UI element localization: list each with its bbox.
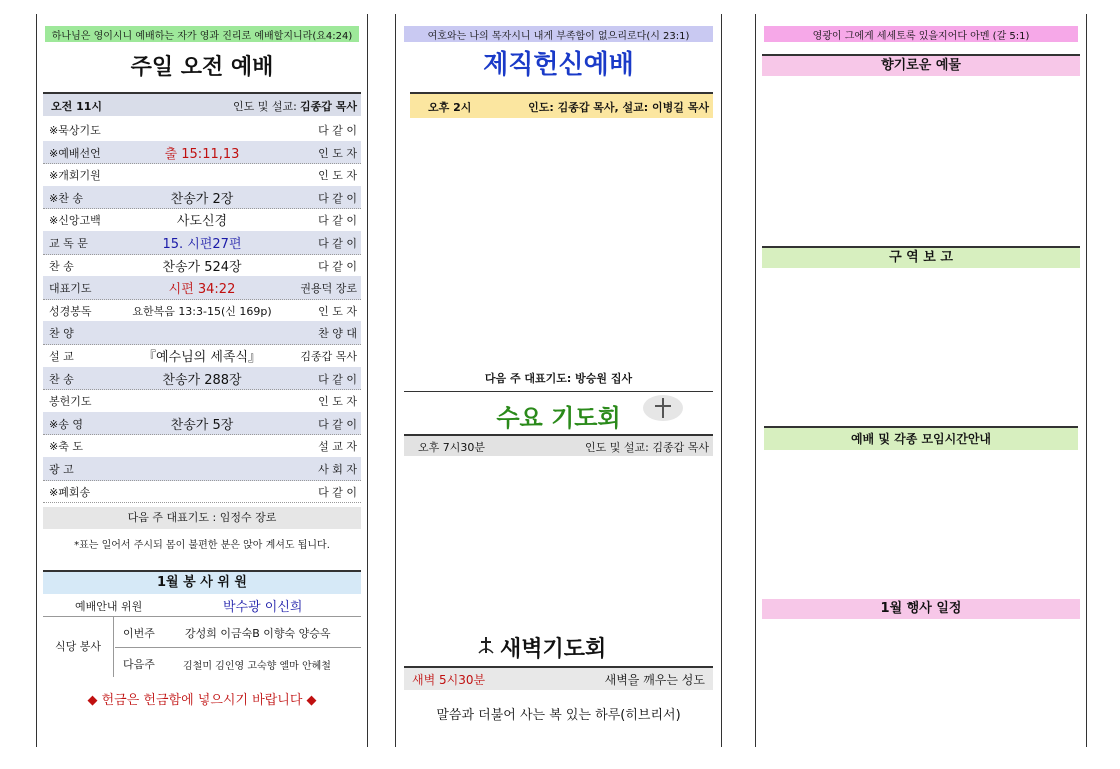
order-item-role: 다 같 이 [318, 372, 357, 386]
order-item-content: 사도신경 [176, 214, 228, 230]
serve-title: 1월 봉 사 위 원 [43, 570, 361, 594]
order-item-content: 찬송가 288장 [162, 372, 242, 388]
order-item-role: 인 도 자 [318, 395, 357, 409]
order-item-role: 권용덕 장로 [300, 282, 357, 296]
order-item-content: 찬송가 2장 [170, 191, 234, 207]
order-row [43, 186, 361, 210]
order-item-label: 찬 양 [49, 327, 74, 341]
order-item-label: ※예배선언 [49, 146, 101, 160]
order-row [43, 480, 361, 504]
column-announcements [755, 14, 1087, 747]
order-item-content: 15. 시편27편 [162, 237, 242, 252]
dawn-time: 새벽 5시30분 [412, 673, 486, 687]
order-row [43, 231, 361, 255]
order-item-role: 찬 양 대 [318, 327, 357, 341]
order-row [43, 276, 361, 300]
verse-banner: 영광이 그에게 세세토록 있을지어다 아멘 (갈 5:1) [764, 26, 1078, 42]
cross-icon [476, 635, 496, 655]
order-row [43, 457, 361, 481]
order-item-label: 설 교 [49, 350, 74, 363]
order-item-label: ※송 영 [49, 417, 83, 431]
event-title: 1월 행사 일정 [762, 599, 1080, 619]
order-item-label: 교 독 문 [49, 237, 88, 250]
leader-name: 김종갑 목사 [300, 100, 357, 113]
order-item-label: ※찬 송 [49, 191, 83, 205]
service-info-bar [410, 92, 713, 118]
this-week-label: 이번주 [123, 627, 155, 640]
order-item-content: 시편 34:22 [168, 282, 236, 298]
order-item-label: 대표기도 [49, 282, 92, 296]
order-row [43, 163, 361, 187]
standing-note: *표는 일어서 주시되 몸이 불편한 분은 앉아 계셔도 됩니다. [74, 540, 330, 551]
order-item-role: 인 도 자 [318, 169, 357, 183]
order-row [43, 344, 361, 368]
order-row [43, 118, 361, 142]
order-item-content: 찬송가 5장 [170, 417, 234, 433]
order-item-role: 인 도 자 [318, 304, 357, 318]
order-item-role: 다 같 이 [318, 485, 357, 499]
order-item-role: 인 도 자 [318, 146, 357, 160]
dawn-motto: 말씀과 더불어 사는 복 있는 하루(히브리서) [436, 708, 681, 723]
order-item-label: 찬 송 [49, 259, 74, 273]
wed-leader: 인도 및 설교: 김종갑 목사 [585, 441, 709, 454]
order-item-content: 요한복음 13:3-15(신 169p) [132, 304, 272, 318]
order-item-role: 설 교 자 [318, 440, 357, 454]
wed-info-bar [404, 434, 713, 456]
order-item-label: ※축 도 [49, 440, 83, 454]
verse-banner: 하나님은 영이시니 예배하는 자가 영과 진리로 예배할지니라(요4:24) [45, 26, 359, 42]
serve-guide-names: 박수광 이신희 [223, 600, 303, 615]
order-item-label: ※신앙고백 [49, 214, 101, 228]
service-time: 오전 11시 [51, 100, 103, 113]
this-week-row [115, 617, 361, 648]
leader-label: 인도 및 설교: [233, 100, 297, 113]
order-item-role: 다 같 이 [318, 124, 357, 137]
this-week-names: 강성희 이금숙B 이향숙 양승옥 [185, 627, 331, 640]
offering-note: ◆ 헌금은 헌금함에 넣으시기 바랍니다 ◆ [87, 693, 317, 708]
service-title: 제직헌신예배 [483, 50, 634, 80]
dawn-leader: 새벽을 깨우는 성도 [604, 673, 705, 687]
order-item-role: 다 같 이 [318, 417, 357, 431]
wed-time: 오후 7시30분 [418, 441, 485, 454]
next-week-names: 김철미 김인영 고숙향 엘마 안혜철 [183, 661, 331, 672]
order-item-role: 다 같 이 [318, 237, 357, 250]
order-item-label: ※묵상기도 [49, 124, 101, 137]
column-officer-service [395, 14, 722, 747]
order-item-content: 『예수님의 세족식』 [142, 350, 262, 365]
order-item-role: 다 같 이 [318, 191, 357, 205]
order-item-label: 광 고 [49, 463, 74, 476]
wed-title: 수요 기도회 [496, 404, 621, 432]
verse-banner: 여호와는 나의 목자시니 내게 부족함이 없으리로다(시 23:1) [404, 26, 713, 42]
sched-title: 예배 및 각종 모임시간안내 [764, 426, 1078, 450]
order-item-label: 봉헌기도 [49, 395, 92, 409]
order-item-label: 성경봉독 [49, 304, 92, 318]
service-time: 오후 2시 [428, 101, 472, 114]
dawn-title: 새벽기도회 [500, 637, 607, 662]
dove-icon [640, 392, 686, 424]
service-info-bar [43, 92, 361, 116]
order-item-role: 다 같 이 [318, 214, 357, 228]
next-week-row [115, 648, 361, 678]
order-item-role: 다 같 이 [318, 259, 357, 273]
order-row [43, 299, 361, 323]
order-row [43, 254, 361, 278]
order-item-role: 사 회 자 [318, 463, 357, 476]
order-row [43, 389, 361, 413]
service-title: 주일 오전 예배 [130, 55, 274, 80]
order-row [43, 141, 361, 165]
dawn-bar [404, 666, 713, 690]
next-prayer: 다음 주 대표기도 : 임정수 장로 [43, 507, 361, 529]
order-row [43, 367, 361, 391]
order-row [43, 321, 361, 345]
order-row [43, 434, 361, 458]
next-prayer: 다음 주 대표기도: 방승원 집사 [484, 372, 633, 385]
kitchen-label: 식당 봉사 [43, 617, 114, 677]
leader-line: 인도: 김종갑 목사, 설교: 이병길 목사 [528, 101, 709, 114]
offering-title: 향기로운 예물 [762, 54, 1080, 76]
serve-guide-row [43, 594, 361, 617]
order-item-label: ※폐회송 [49, 485, 91, 499]
order-row [43, 412, 361, 436]
order-item-content: 출 15:11,13 [164, 146, 240, 162]
next-week-label: 다음주 [123, 658, 155, 671]
column-sunday-morning [36, 14, 368, 747]
serve-guide-label: 예배안내 위원 [75, 600, 143, 613]
order-row [43, 208, 361, 232]
area-title: 구 역 보 고 [762, 246, 1080, 268]
order-item-role: 김종갑 목사 [300, 350, 357, 363]
order-item-label: ※개회기원 [49, 169, 101, 183]
order-item-content: 찬송가 524장 [162, 259, 242, 275]
order-item-label: 찬 송 [49, 372, 74, 386]
